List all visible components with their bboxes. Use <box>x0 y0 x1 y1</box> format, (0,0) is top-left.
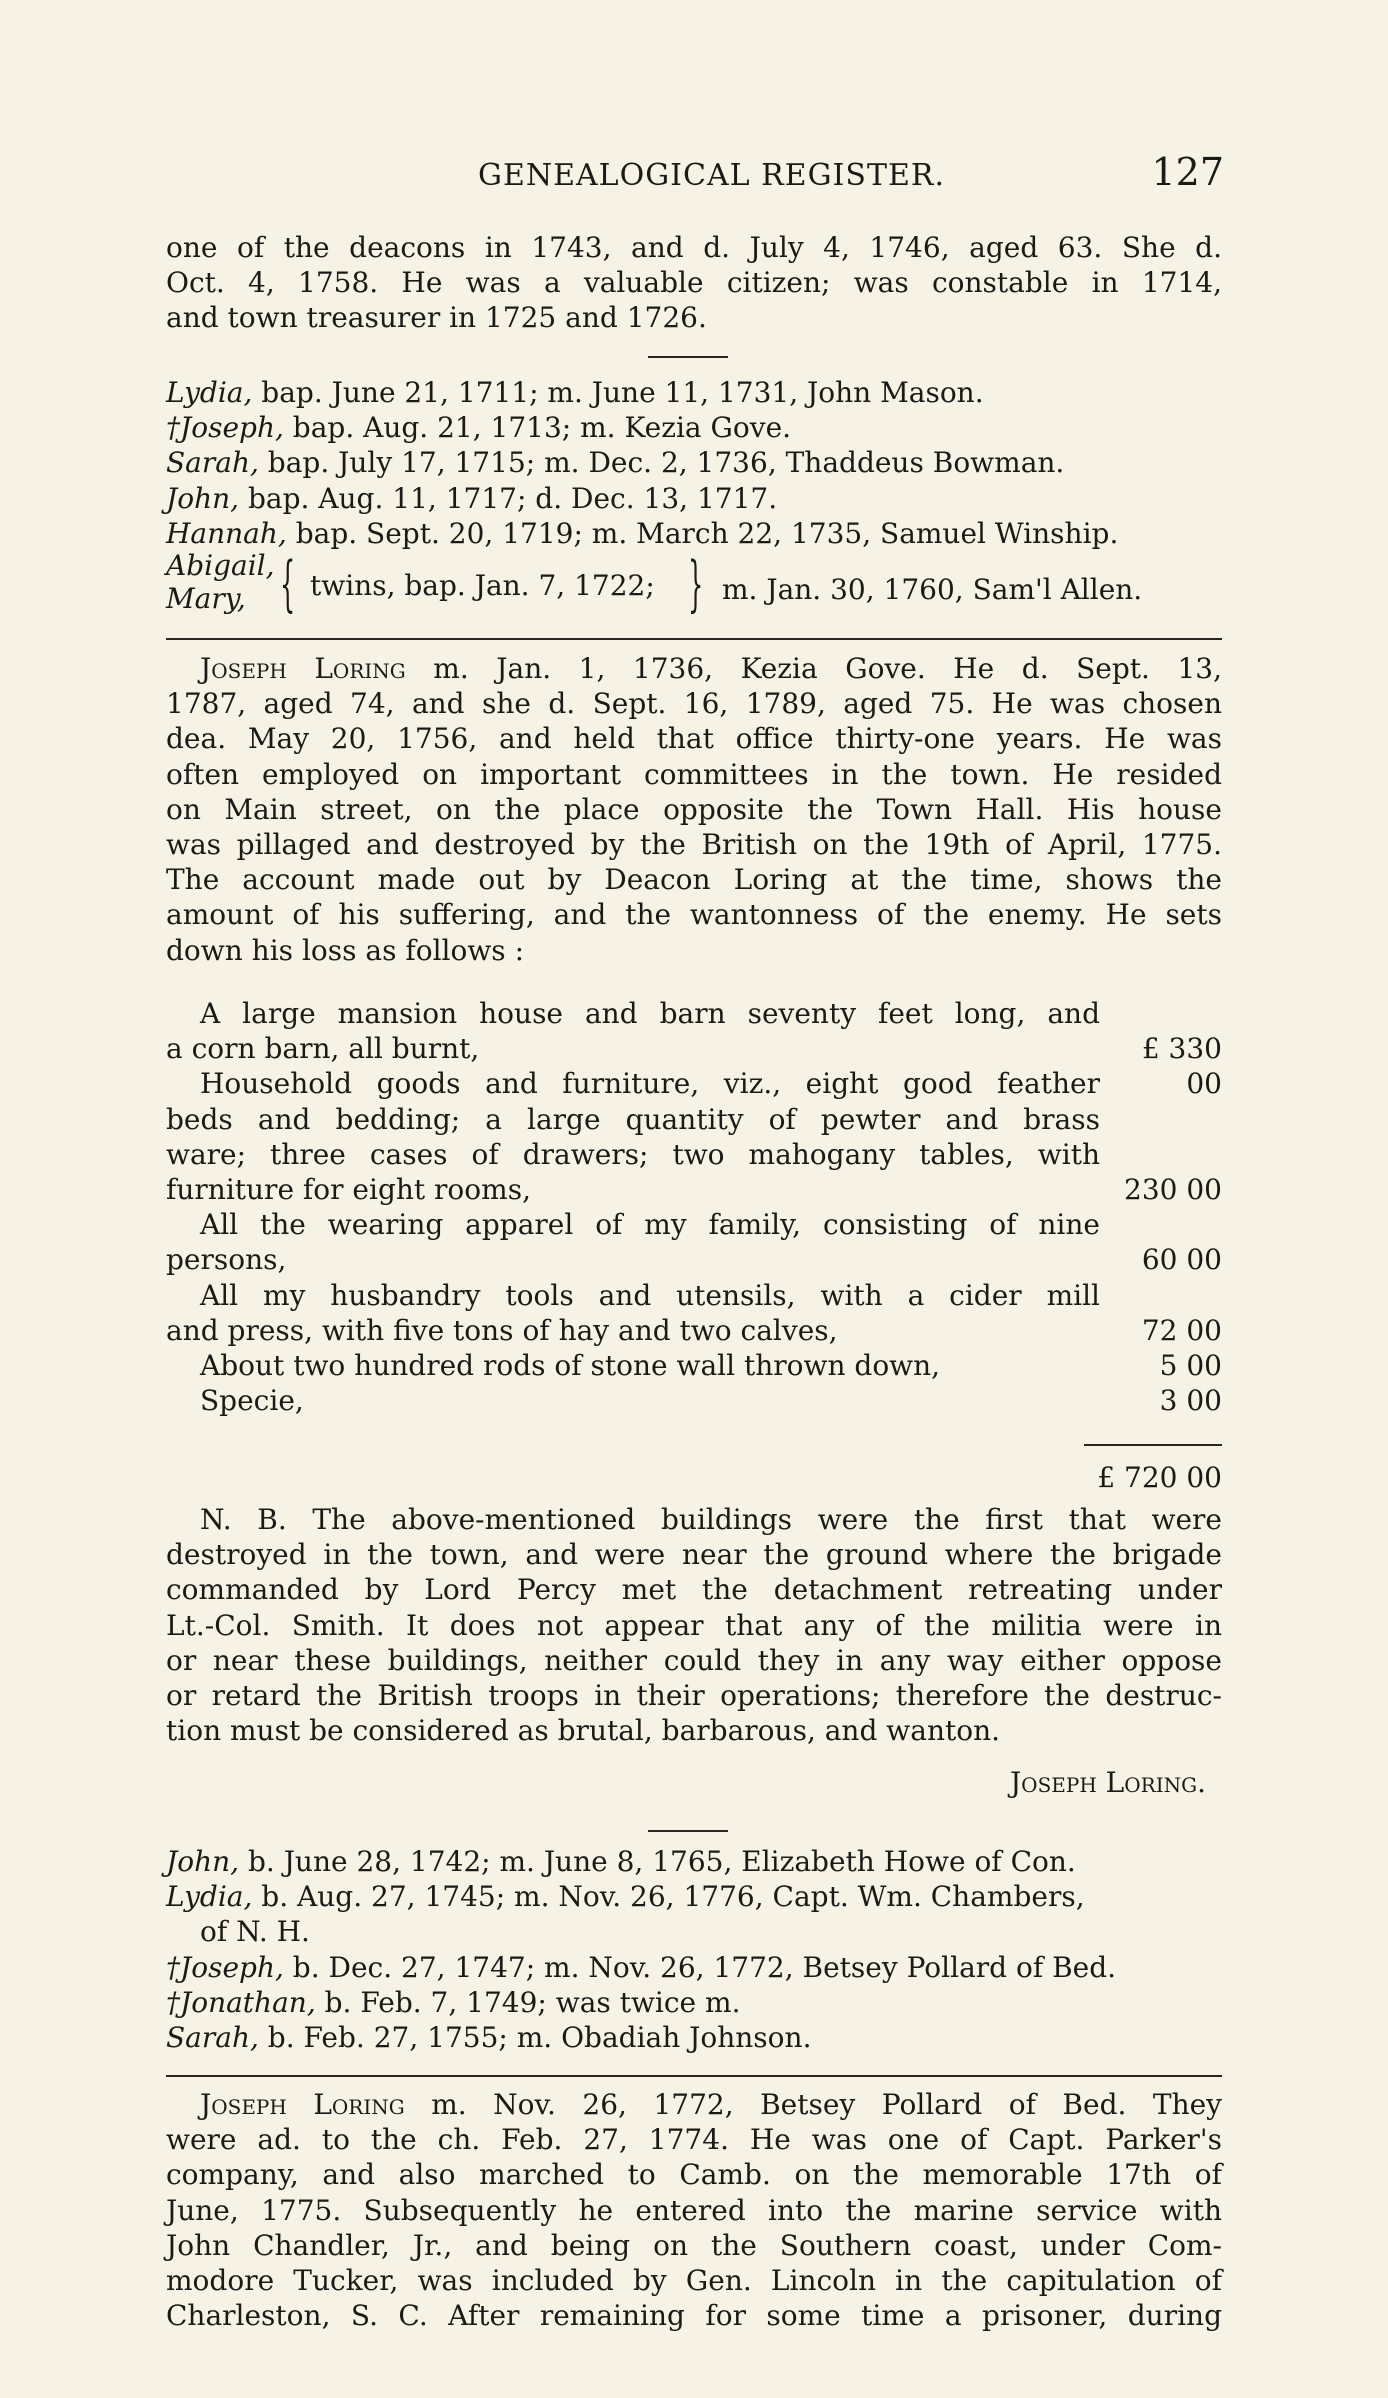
children-list-a <box>166 375 1222 623</box>
inventory-line: and press, with five tons of hay and two calves, 72 00 <box>166 1313 1222 1347</box>
text-line: The account made out by Deacon Loring at the time, shows the <box>166 863 1222 897</box>
list-item-continuation <box>166 1914 1222 1949</box>
child-details: bap. June 21, 1711; m. June 11, 1731, John Mason. <box>252 376 984 409</box>
section-divider <box>166 2075 1222 2077</box>
nb-paragraph <box>166 1502 1222 1748</box>
child-name: †Joseph, <box>166 411 284 445</box>
inventory-line: All the wearing apparel of my family, consisting of nine <box>200 1208 1100 1242</box>
twins-details: twins, bap. Jan. 7, 1722; <box>310 568 655 602</box>
inventory-line: furniture for eight rooms, 230 00 <box>166 1172 1222 1206</box>
brace-left: { <box>280 548 296 619</box>
child-name: John, <box>166 481 240 515</box>
child-details: b. Aug. 27, 1745; m. Nov. 26, 1776, Capt. Wm. Chambers, <box>252 1880 1085 1914</box>
subject-name: Joseph Loring <box>200 2088 405 2121</box>
marriage-details: m. Jan. 30, 1760, Sam'l Allen. <box>722 572 1143 606</box>
amount: 60 00 <box>1141 1243 1222 1277</box>
brace-right: } <box>688 548 704 619</box>
inventory-line: Household goods and furniture, viz., eight good feather <box>200 1067 1100 1101</box>
child-name: Sarah, <box>166 446 259 480</box>
inventory-line: persons, 60 00 <box>166 1243 1222 1277</box>
amount: £ 330 00 <box>1141 1032 1222 1101</box>
list-item <box>166 1985 1222 2020</box>
child-name: Abigail, <box>166 548 275 582</box>
text-line: commanded by Lord Percy met the detachment retreating under <box>166 1573 1222 1607</box>
child-name: Mary, <box>166 581 246 615</box>
text-line: Lt.-Col. Smith. It does not appear that any of the militia were in <box>166 1608 1222 1642</box>
loss-inventory <box>166 996 1222 1418</box>
child-details: bap. July 17, 1715; m. Dec. 2, 1736, Thaddeus Bowman. <box>258 446 1065 480</box>
child-name: Sarah, <box>166 2020 259 2054</box>
text-line: John Chandler, Jr., and being on the Southern coast, under Com- <box>166 2228 1222 2262</box>
signature: Joseph Loring. <box>1009 1766 1206 1799</box>
list-item <box>166 516 1222 551</box>
section-divider <box>166 638 1222 640</box>
inventory-total: £ 720 00 <box>1097 1461 1222 1494</box>
inventory-line: About two hundred rods of stone wall thrown down, 5 00 <box>200 1348 1222 1382</box>
list-item <box>166 481 1222 516</box>
text-line: June, 1775. Subsequently he entered into the marine service with <box>166 2193 1222 2227</box>
child-details: bap. Sept. 20, 1719; m. March 22, 1735, Samuel Winship. <box>286 516 1119 550</box>
inventory-line: a corn barn, all burnt, £ 330 00 <box>166 1032 1222 1101</box>
text-line: 1787, aged 74, and she d. Sept. 16, 1789, aged 75. He was chosen <box>166 687 1222 721</box>
child-name: Hannah, <box>166 516 287 550</box>
short-divider <box>648 1830 728 1832</box>
inventory-line: ware; three cases of drawers; two mahogany tables, with <box>166 1137 1100 1171</box>
children-list-b <box>166 1844 1222 2055</box>
child-details: b. Dec. 27, 1747; m. Nov. 26, 1772, Betsey Pollard of Bed. <box>283 1950 1117 1984</box>
inventory-total-row <box>166 1460 1222 1495</box>
subject-name: Joseph Loring <box>200 652 406 685</box>
amount: 72 00 <box>1141 1313 1222 1347</box>
text-line: Charleston, S. C. After remaining for some time a prisoner, during <box>166 2299 1222 2333</box>
text-line: company, and also marched to Camb. on the memorable 17th of <box>166 2158 1222 2192</box>
inventory-line: A large mansion house and barn seventy feet long, and <box>200 997 1100 1030</box>
child-name: †Jonathan, <box>166 1985 316 2019</box>
text-line: and town treasurer in 1725 and 1726. <box>166 301 707 335</box>
list-item <box>166 1950 1222 1985</box>
inventory-line: All my husbandry tools and utensils, with a cider mill <box>200 1278 1100 1312</box>
list-item <box>166 410 1222 445</box>
page-number: 127 <box>1151 150 1224 194</box>
text-line: was pillaged and destroyed by the British on the 19th of April, 1775. <box>166 827 1222 861</box>
text-line: modore Tucker, was included by Gen. Lincoln in the capitulation of <box>166 2263 1222 2297</box>
page-header <box>160 138 1224 198</box>
text-line: dea. May 20, 1756, and held that office thirty-one years. He was <box>166 722 1222 756</box>
text-line: tion must be considered as brutal, barbarous, and wanton. <box>166 1714 1001 1748</box>
twins-entry <box>166 548 1222 623</box>
child-name: John, <box>166 1845 240 1878</box>
short-divider <box>648 356 728 358</box>
amount: 5 00 <box>1159 1348 1222 1382</box>
amount: 230 00 <box>1124 1172 1222 1206</box>
biography-joseph-1 <box>166 651 1222 968</box>
intro-paragraph <box>166 230 1222 336</box>
text-line: Joseph Loring m. Nov. 26, 1772, Betsey Pollard of Bed. They <box>200 2088 1222 2121</box>
child-details: b. Feb. 27, 1755; m. Obadiah Johnson. <box>258 2020 812 2054</box>
child-details: bap. Aug. 21, 1713; m. Kezia Gove. <box>283 411 792 445</box>
text-line: one of the deacons in 1743, and d. July 4, 1746, aged 63. She d. <box>166 231 1222 264</box>
child-details: b. Feb. 7, 1749; was twice m. <box>315 1985 741 2019</box>
child-name: Lydia, <box>166 376 253 409</box>
amount: 3 00 <box>1159 1384 1222 1418</box>
list-item <box>166 1879 1222 1914</box>
text-line: Oct. 4, 1758. He was a valuable citizen; was constable in 1714, <box>166 266 1222 300</box>
running-title: GENEALOGICAL REGISTER. <box>478 158 945 193</box>
child-name: †Joseph, <box>166 1950 284 1984</box>
list-item <box>166 2020 1222 2055</box>
text-line: N. B. The above-mentioned buildings were the first that were <box>200 1503 1222 1536</box>
list-item <box>166 445 1222 480</box>
inventory-line: beds and bedding; a large quantity of pewter and brass <box>166 1102 1100 1136</box>
text-line: destroyed in the town, and were near the ground where the brigade <box>166 1538 1222 1572</box>
list-item <box>166 375 1222 410</box>
list-item <box>166 1844 1222 1879</box>
text-line: often employed on important committees in the town. He resided <box>166 757 1222 791</box>
text-line: or retard the British troops in their operations; therefore the destruc- <box>166 1678 1222 1712</box>
child-details: bap. Aug. 11, 1717; d. Dec. 13, 1717. <box>239 481 778 515</box>
signature-row <box>166 1765 1206 1800</box>
biography-joseph-2 <box>166 2087 1222 2333</box>
text-line: on Main street, on the place opposite the Town Hall. His house <box>166 792 1222 826</box>
text-line: Joseph Loring m. Jan. 1, 1736, Kezia Gove. He d. Sept. 13, <box>200 652 1223 685</box>
inventory-line: Specie, 3 00 <box>200 1384 1222 1418</box>
child-name: Lydia, <box>166 1880 253 1914</box>
total-rule <box>1084 1444 1222 1446</box>
text-line: were ad. to the ch. Feb. 27, 1774. He was one of Capt. Parker's <box>166 2123 1222 2157</box>
child-details: b. June 28, 1742; m. June 8, 1765, Elizabeth Howe of Con. <box>239 1845 1076 1878</box>
child-details: of N. H. <box>200 1915 310 1949</box>
text-line: down his loss as follows : <box>166 933 525 967</box>
text-line: or near these buildings, neither could they in any way either oppose <box>166 1643 1222 1677</box>
text-line: amount of his suffering, and the wantonness of the enemy. He sets <box>166 898 1222 932</box>
